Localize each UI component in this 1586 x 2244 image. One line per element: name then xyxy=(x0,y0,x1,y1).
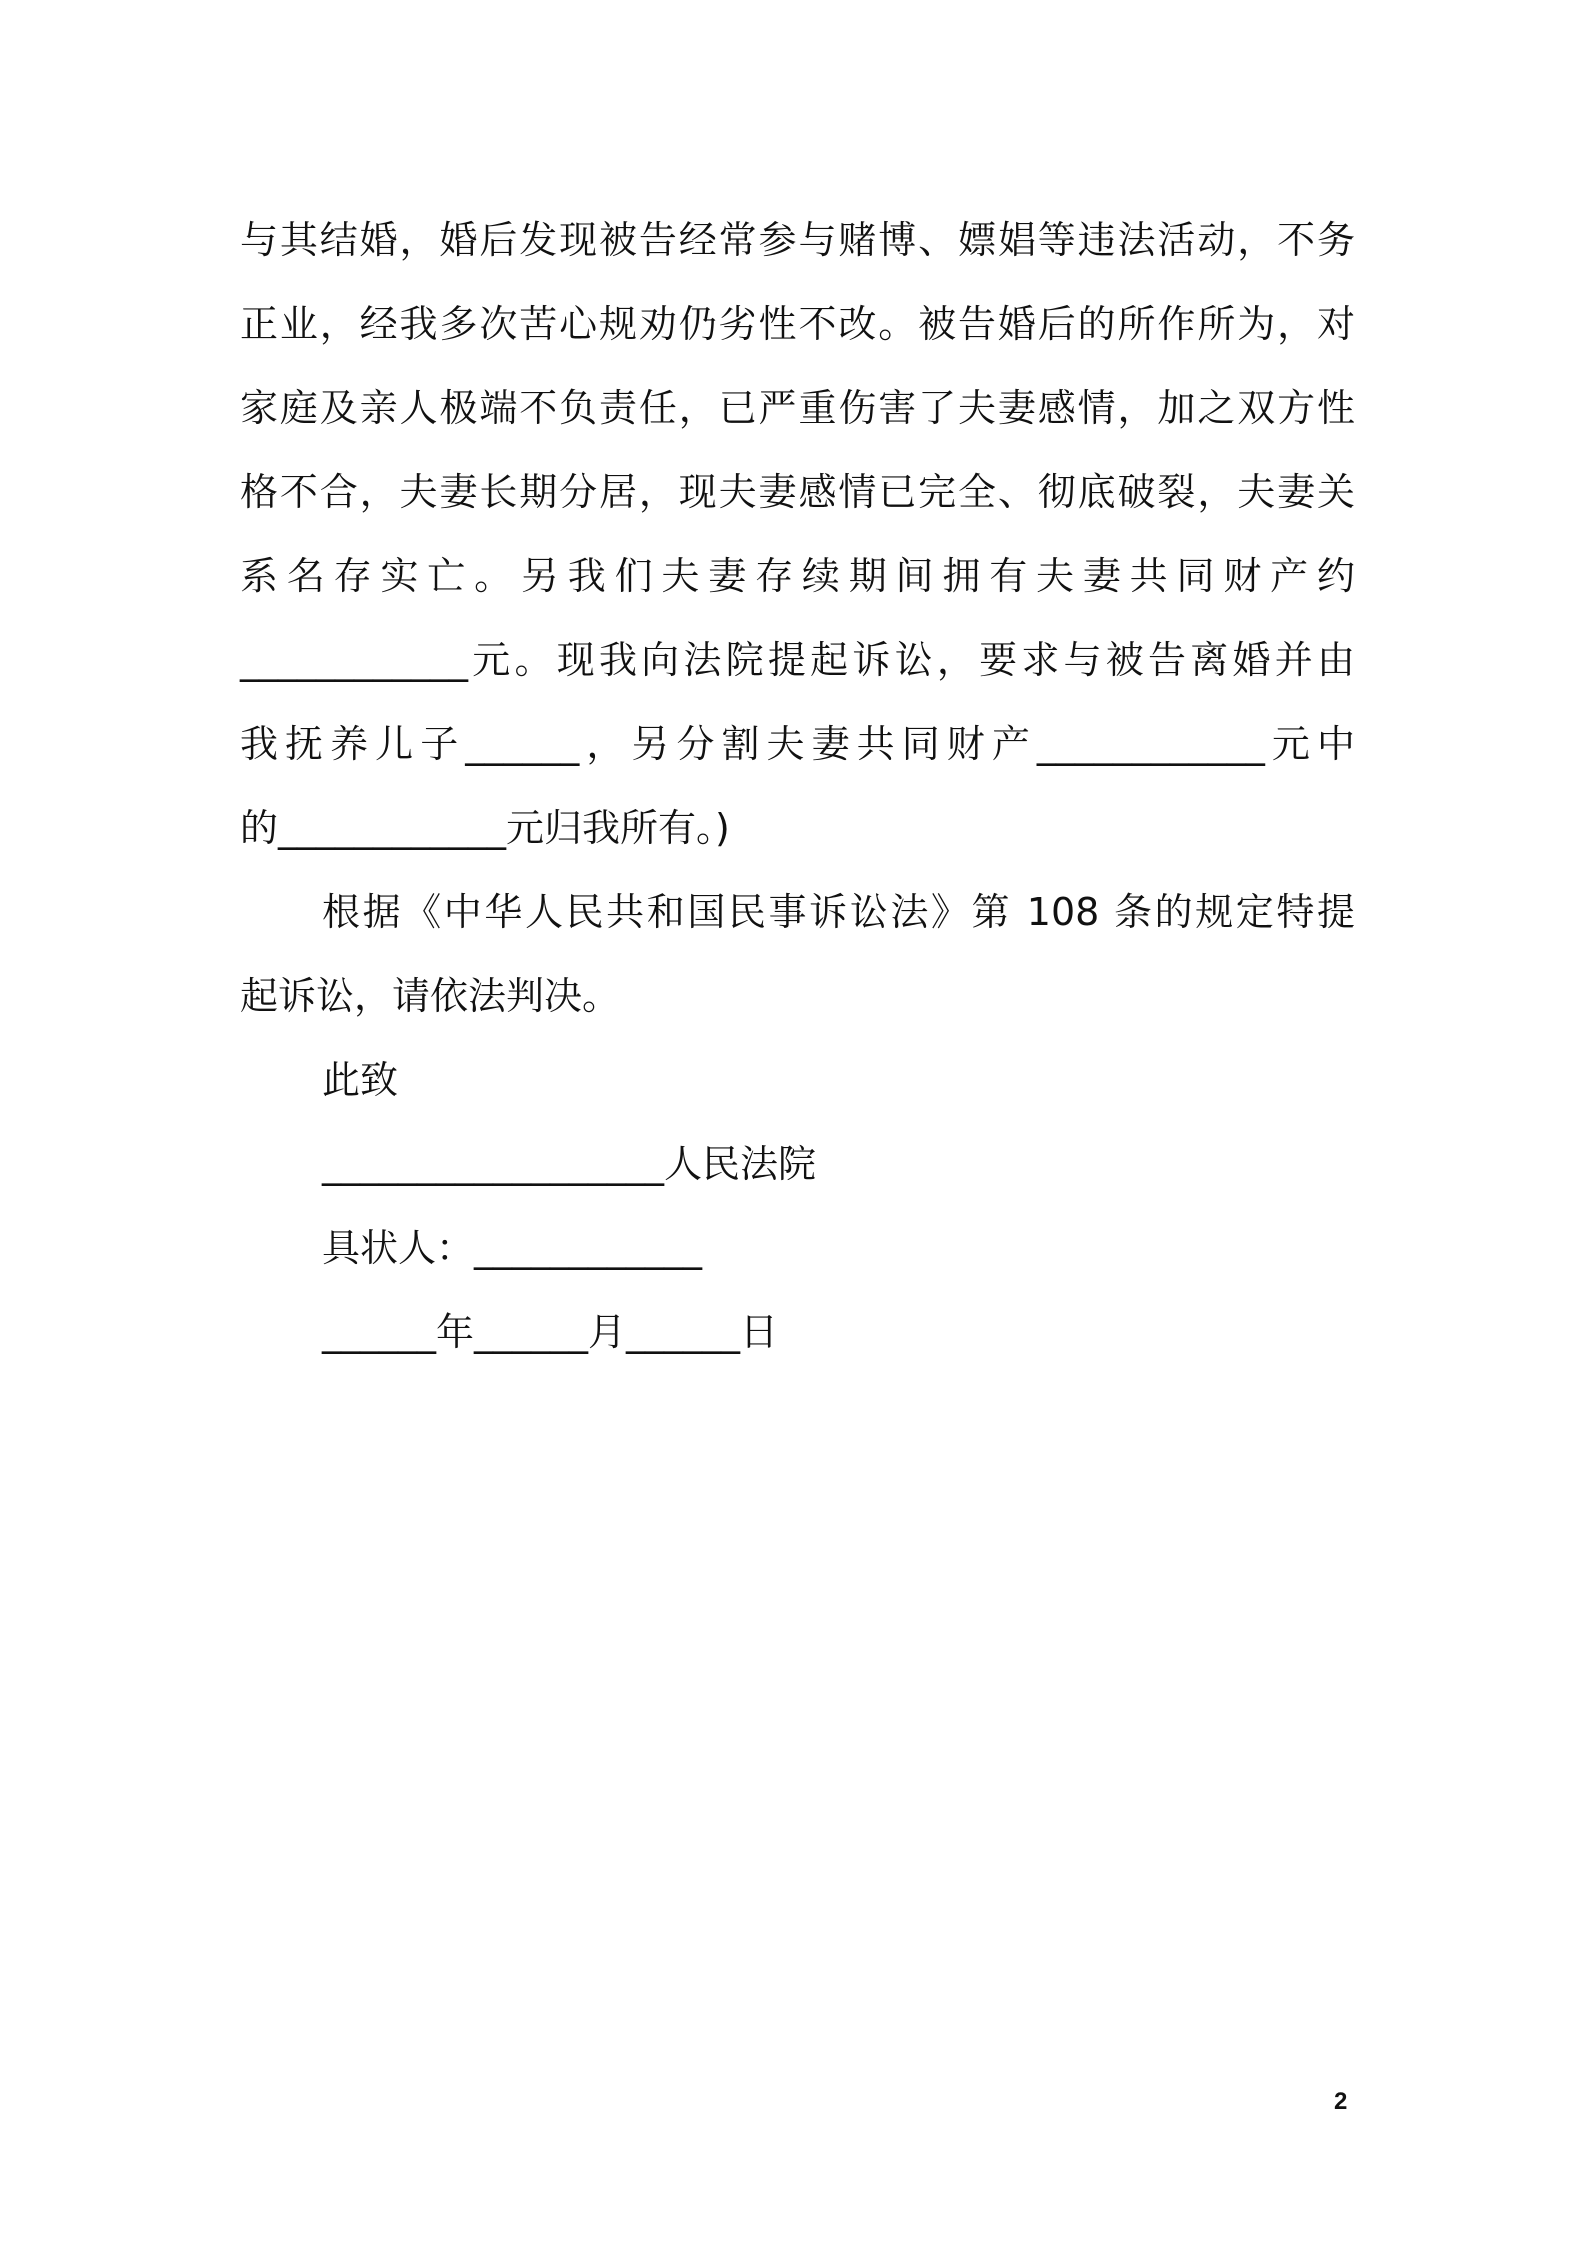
document-body xyxy=(240,198,1355,1374)
paragraph2-line-2: 起诉讼，请依法判决。 xyxy=(240,974,621,1018)
paragraph1-line-3: 家庭及亲人极端不负责任，已严重伤害了夫妻感情，加之双方性 xyxy=(240,386,1355,430)
signer-line: 具状人：____________ xyxy=(322,1226,703,1270)
paragraph2-line-1: 根据《中华人民共和国民事诉讼法》第 108 条的规定特提 xyxy=(322,890,1355,934)
paragraph1-line-2: 正业，经我多次苦心规劝仍劣性不改。被告婚后的所作所为，对 xyxy=(240,302,1355,346)
page-number: 2 xyxy=(1334,2088,1348,2115)
paragraph1-line-1: 与其结婚，婚后发现被告经常参与赌博、嫖娼等违法活动，不务 xyxy=(240,218,1355,262)
paragraph1-line-4: 格不合，夫妻长期分居，现夫妻感情已完全、彻底破裂，夫妻关 xyxy=(240,470,1355,514)
paragraph1-line-8: 的____________元归我所有。) xyxy=(240,806,730,850)
paragraph1-line-5: 系名存实亡。另我们夫妻存续期间拥有夫妻共同财产约 xyxy=(240,554,1355,598)
court-line: __________________人民法院 xyxy=(322,1142,817,1186)
closing-salutation: 此致 xyxy=(322,1058,399,1102)
paragraph1-line-6: ____________元。现我向法院提起诉讼，要求与被告离婚并由 xyxy=(240,638,1355,682)
date-line: ______年______月______日 xyxy=(322,1310,779,1354)
paragraph1-line-7: 我抚养儿子______，另分割夫妻共同财产____________元中 xyxy=(240,722,1355,766)
